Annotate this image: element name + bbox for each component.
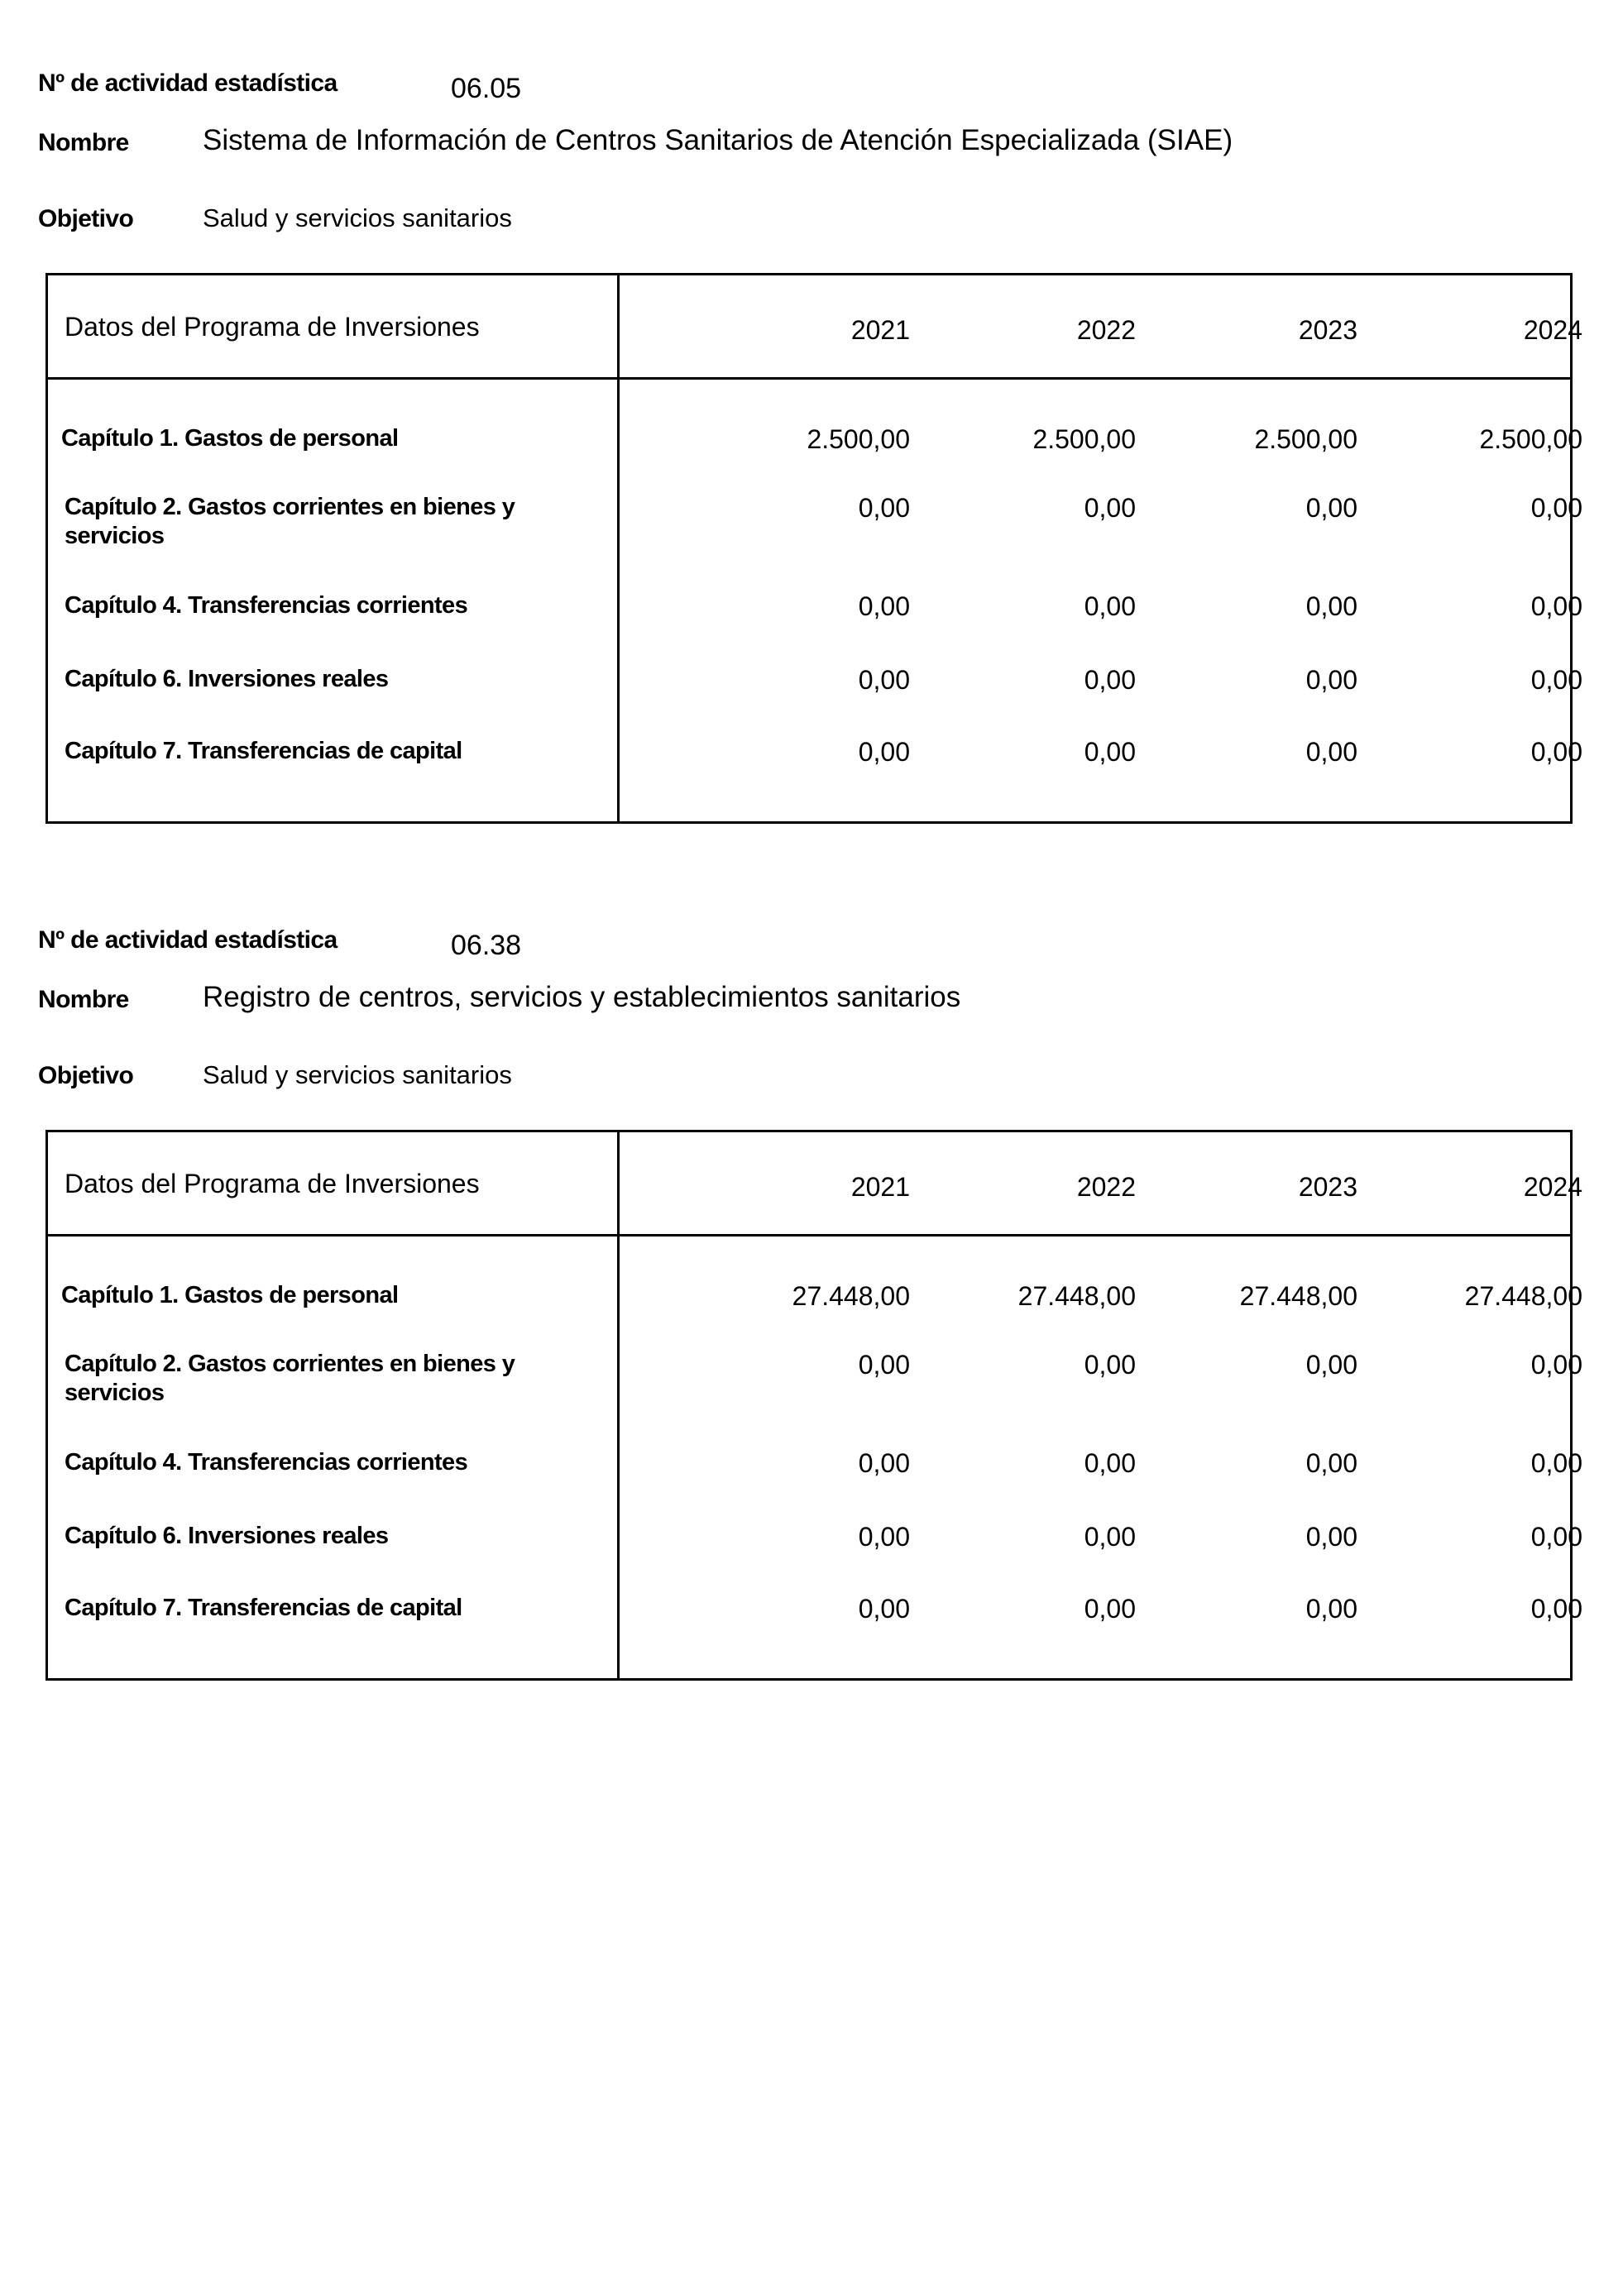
- table-header-title: Datos del Programa de Inversiones: [65, 1169, 480, 1198]
- table-cell: 0,00: [858, 737, 910, 767]
- investment-table: [45, 1130, 1582, 1681]
- table-cell: 0,00: [1530, 493, 1582, 523]
- num-actividad-label: Nº de actividad estadística: [38, 926, 338, 954]
- year-header: 2024: [1523, 315, 1582, 345]
- table-cell: 0,00: [1084, 493, 1136, 523]
- year-header: 2021: [850, 1172, 910, 1202]
- table-cell: 0,00: [1530, 1350, 1582, 1380]
- table-cell: 0,00: [858, 1522, 910, 1552]
- table-cell: 2.500,00: [1254, 424, 1357, 454]
- table-cell: 0,00: [858, 591, 910, 621]
- table-cell: 0,00: [1084, 1448, 1136, 1478]
- table-cell: 0,00: [858, 1350, 910, 1380]
- row-label: Capítulo 4. Transferencias corrientes: [65, 592, 468, 619]
- table-cell: 2.500,00: [807, 424, 910, 454]
- table-cell: 2.500,00: [1479, 424, 1582, 454]
- table-cell: 27.448,00: [1239, 1281, 1357, 1311]
- table-cell: 0,00: [1530, 1522, 1582, 1552]
- objetivo-label: Objetivo: [38, 1062, 134, 1089]
- table-cell: 27.448,00: [1017, 1281, 1136, 1311]
- table-header-title: Datos del Programa de Inversiones: [65, 312, 480, 342]
- row-label: Capítulo 7. Transferencias de capital: [65, 1595, 462, 1621]
- table-cell: 0,00: [1305, 1594, 1357, 1624]
- table-cell: 0,00: [858, 493, 910, 523]
- row-label: Capítulo 1. Gastos de personal: [61, 1282, 399, 1308]
- investment-table: [45, 273, 1582, 824]
- table-cell: 0,00: [1530, 591, 1582, 621]
- year-header: 2023: [1298, 315, 1357, 345]
- table-cell: 0,00: [1084, 591, 1136, 621]
- table-cell: 0,00: [1305, 591, 1357, 621]
- activity-section: [0, 857, 1623, 1684]
- nombre-label: Nombre: [38, 129, 129, 156]
- table-cell: 0,00: [1305, 493, 1357, 523]
- table-cell: 0,00: [1084, 1350, 1136, 1380]
- table-cell: 0,00: [1084, 1594, 1136, 1624]
- row-label: Capítulo 7. Transferencias de capital: [65, 738, 462, 764]
- num-actividad-label: Nº de actividad estadística: [38, 69, 338, 97]
- table-cell: 0,00: [858, 1594, 910, 1624]
- table-cell: 0,00: [1530, 665, 1582, 695]
- num-actividad-value: 06.05: [451, 73, 522, 104]
- year-header: 2022: [1076, 315, 1136, 345]
- row-label: Capítulo 1. Gastos de personal: [61, 425, 399, 452]
- column-divider: [617, 1132, 620, 1678]
- year-header: 2024: [1523, 1172, 1582, 1202]
- table-cell: 0,00: [1530, 1594, 1582, 1624]
- header-divider: [48, 377, 1570, 380]
- table-cell: 27.448,00: [792, 1281, 910, 1311]
- nombre-value: Registro de centros, servicios y establecimientos sanitarios: [203, 981, 961, 1013]
- table-cell: 27.448,00: [1464, 1281, 1582, 1311]
- table-cell: 0,00: [858, 665, 910, 695]
- header-divider: [48, 1234, 1570, 1236]
- row-label: Capítulo 4. Transferencias corrientes: [65, 1449, 468, 1476]
- year-header: 2021: [850, 315, 910, 345]
- year-header: 2023: [1298, 1172, 1357, 1202]
- table-cell: 0,00: [1530, 737, 1582, 767]
- table-cell: 0,00: [1084, 1522, 1136, 1552]
- table-cell: 0,00: [1530, 1448, 1582, 1478]
- row-label: Capítulo 6. Inversiones reales: [65, 666, 389, 692]
- year-header: 2022: [1076, 1172, 1136, 1202]
- table-cell: 0,00: [1305, 1350, 1357, 1380]
- activity-section: [0, 0, 1623, 827]
- objetivo-label: Objetivo: [38, 205, 134, 232]
- column-divider: [617, 275, 620, 821]
- objetivo-value: Salud y servicios sanitarios: [203, 203, 512, 232]
- table-cell: 0,00: [1084, 737, 1136, 767]
- table-cell: 0,00: [1305, 1448, 1357, 1478]
- row-label: Capítulo 2. Gastos corrientes en bienes y servicios: [65, 1351, 515, 1406]
- table-cell: 0,00: [1305, 737, 1357, 767]
- objetivo-value: Salud y servicios sanitarios: [203, 1060, 512, 1089]
- table-cell: 0,00: [1084, 665, 1136, 695]
- nombre-value: Sistema de Información de Centros Sanitarios de Atención Especializada (SIAE): [203, 124, 1233, 156]
- table-cell: 0,00: [858, 1448, 910, 1478]
- table-cell: 0,00: [1305, 665, 1357, 695]
- num-actividad-value: 06.38: [451, 930, 522, 961]
- table-cell: 2.500,00: [1032, 424, 1136, 454]
- nombre-label: Nombre: [38, 986, 129, 1013]
- table-cell: 0,00: [1305, 1522, 1357, 1552]
- row-label: Capítulo 2. Gastos corrientes en bienes y servicios: [65, 494, 515, 549]
- row-label: Capítulo 6. Inversiones reales: [65, 1523, 389, 1549]
